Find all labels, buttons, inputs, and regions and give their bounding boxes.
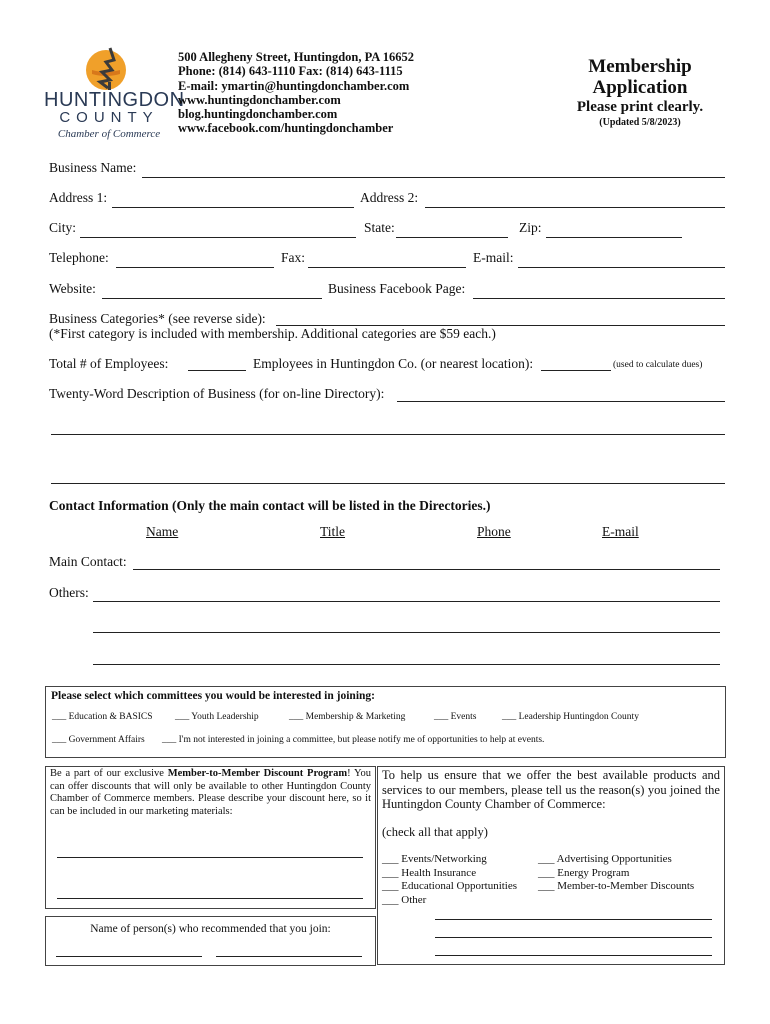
contact-heading: Contact Information (Only the main contact will be listed in the Directories.) <box>49 498 491 513</box>
facebook-label: Business Facebook Page: <box>328 281 466 296</box>
address1-field[interactable] <box>112 193 354 208</box>
title-line-1: Membership <box>588 56 692 77</box>
fax-label: Fax: <box>281 250 306 265</box>
business-name-label: Business Name: <box>49 160 137 175</box>
discount-field-2[interactable] <box>57 884 363 899</box>
committee-youth[interactable]: ___ Youth Leadership <box>175 712 259 722</box>
title-line-2: Application <box>592 77 688 98</box>
committee-leadership[interactable]: ___ Leadership Huntingdon County <box>502 712 639 722</box>
telephone-field[interactable] <box>116 253 274 268</box>
reason-energy[interactable]: ___ Energy Program <box>538 866 630 879</box>
email-field[interactable] <box>518 253 725 268</box>
facebook-field[interactable] <box>473 284 725 299</box>
logo-county: COUNTY <box>59 109 159 126</box>
fax-field[interactable] <box>308 253 466 268</box>
others-label: Others: <box>49 585 89 600</box>
others-field-1[interactable] <box>93 587 720 602</box>
address2-label: Address 2: <box>360 190 419 205</box>
description-field-2[interactable] <box>51 420 725 435</box>
address-line: 500 Allegheny Street, Huntingdon, PA 16652 <box>178 50 415 64</box>
address1-label: Address 1: <box>49 190 108 205</box>
telephone-label: Telephone: <box>49 250 109 265</box>
reasons-box <box>377 766 725 965</box>
other-field-2[interactable] <box>435 923 712 938</box>
discount-box <box>45 766 376 909</box>
website-label: Website: <box>49 281 96 296</box>
categories-note: (*First category is included with membership. Additional categories are $59 each.) <box>49 326 496 341</box>
recommend-field-1[interactable] <box>56 942 202 957</box>
main-contact-field[interactable] <box>133 555 720 570</box>
employees-huntingdon-label: Employees in Huntingdon Co. (or nearest location): <box>253 356 534 371</box>
committees-box <box>45 686 726 758</box>
recommend-box <box>45 916 376 966</box>
dues-note: (used to calculate dues) <box>613 360 703 370</box>
recommend-field-2[interactable] <box>216 942 362 957</box>
employees-huntingdon-field[interactable] <box>541 356 611 371</box>
committee-membership[interactable]: ___ Membership & Marketing <box>289 712 406 722</box>
website-line: www.huntingdonchamber.com <box>178 92 341 107</box>
committee-not-interested[interactable]: ___ I'm not interested in joining a committee, but please notify me of opportunities to help at events. <box>162 735 545 745</box>
reason-other[interactable]: ___ Other <box>382 893 427 906</box>
updated-date: (Updated 5/8/2023) <box>599 117 681 128</box>
others-field-3[interactable] <box>93 650 720 665</box>
state-field[interactable] <box>396 223 508 238</box>
reasons-intro: To help us ensure that we offer the best available products and services to our members, please tell us the reason(s) you joined the Huntingdon County Chamber of Commerce: <box>382 768 720 811</box>
email-label: E-mail: <box>473 250 514 265</box>
total-employees-label: Total # of Employees: <box>49 356 169 371</box>
discount-program-name: Member-to-Member Discount Program <box>167 768 348 779</box>
col-phone: Phone <box>477 524 511 539</box>
business-name-field[interactable] <box>142 163 725 178</box>
reasons-col-1 <box>382 853 517 907</box>
col-title: Title <box>320 524 346 539</box>
committee-government[interactable]: ___ Government Affairs <box>52 735 145 745</box>
email-line: E-mail: ymartin@huntingdonchamber.com <box>178 78 410 93</box>
reason-health[interactable]: ___ Health Insurance <box>382 866 477 879</box>
committee-events[interactable]: ___ Events <box>434 712 477 722</box>
reasons-col-2 <box>538 853 694 894</box>
committees-heading: Please select which committees you would be interested in joining: <box>51 690 375 702</box>
total-employees-field[interactable] <box>188 356 246 371</box>
reason-discounts[interactable]: ___ Member-to-Member Discounts <box>538 880 695 893</box>
categories-field[interactable] <box>276 311 725 326</box>
discount-field-1[interactable] <box>57 843 363 858</box>
discount-text <box>50 768 371 818</box>
description-field-3[interactable] <box>51 469 725 484</box>
check-all-note: (check all that apply) <box>382 825 488 839</box>
col-email: E-mail <box>602 524 639 539</box>
phone-fax-line: Phone: (814) 643-1110 Fax: (814) 643-1115 <box>178 64 403 79</box>
description-label: Twenty-Word Description of Business (for on-line Directory): <box>49 386 385 401</box>
categories-label: Business Categories* (see reverse side): <box>49 311 266 326</box>
address2-field[interactable] <box>425 193 725 208</box>
reason-events[interactable]: ___ Events/Networking <box>382 853 487 865</box>
other-field-3[interactable] <box>435 941 712 956</box>
recommend-label: Name of person(s) who recommended that you join: <box>90 923 331 935</box>
discount-text-pre: Be a part of our exclusive <box>50 768 168 779</box>
reason-advertising[interactable]: ___ Advertising Opportunities <box>538 853 672 865</box>
other-field-1[interactable] <box>435 905 712 920</box>
col-name: Name <box>146 524 179 539</box>
logo-subtitle: Chamber of Commerce <box>57 128 161 140</box>
facebook-line: www.facebook.com/huntingdonchamber <box>178 121 394 136</box>
zip-label: Zip: <box>519 220 542 235</box>
description-field-1[interactable] <box>397 387 725 402</box>
reason-education[interactable]: ___ Educational Opportunities <box>382 880 518 893</box>
zip-field[interactable] <box>546 223 682 238</box>
blog-line: blog.huntingdonchamber.com <box>178 107 338 122</box>
website-field[interactable] <box>102 284 322 299</box>
logo-word: HUNTINGDON <box>44 89 185 111</box>
main-contact-label: Main Contact: <box>49 554 127 569</box>
city-label: City: <box>49 220 77 235</box>
committee-education[interactable]: ___ Education & BASICS <box>52 712 153 722</box>
print-instruction: Please print clearly. <box>576 99 704 115</box>
page-title <box>565 56 715 98</box>
chamber-contact-block <box>178 50 414 136</box>
others-field-2[interactable] <box>93 618 720 633</box>
discount-text-post: ! You can offer discounts that will only be available to other Huntingdon County Chamber of Commerce members. Please describe your discount here, so it can be included in our marketing materials: <box>50 768 372 817</box>
city-field[interactable] <box>80 223 356 238</box>
state-label: State: <box>364 220 395 235</box>
